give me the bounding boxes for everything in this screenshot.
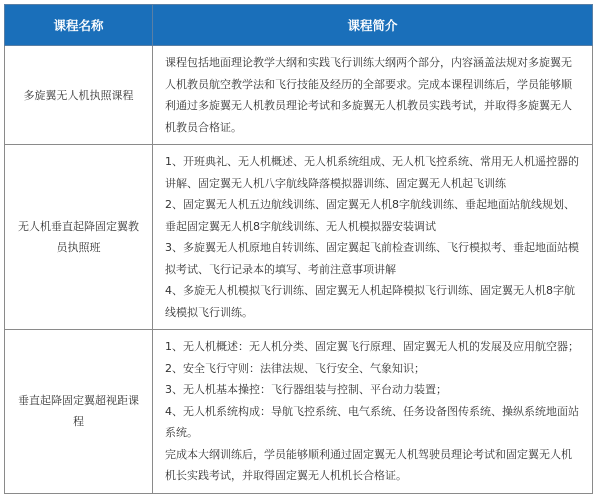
description-line: 4、无人机系统构成：导航飞控系统、电气系统、任务设备图传系统、操纵系统地面站系统。 <box>165 404 579 439</box>
description-line: 2、固定翼无人机五边航线训练、固定翼无人机8字航线训练、垂起地面站航线规划、垂起固定翼无人机8字航线训练、无人机模拟器安装调试 <box>165 198 575 233</box>
description-line: 3、无人机基本操控：飞行器组装与控制、平台动力装置； <box>165 383 447 396</box>
table-row <box>5 330 593 494</box>
header-course-name: 课程名称 <box>5 5 153 46</box>
course-name-cell: 垂直起降固定翼超视距课程 <box>5 330 153 494</box>
description-line: 2、安全飞行守则：法律法规、飞行安全、气象知识； <box>165 361 425 375</box>
description-line: 1、开班典礼、无人机概述、无人机系统组成、无人机飞控系统、常用无人机遥控器的讲解、固定翼无人机八字航线降落模拟器训练、固定翼无人机起飞训练 <box>165 155 579 190</box>
course-description-cell <box>153 330 593 494</box>
course-table-container <box>4 4 592 494</box>
course-name-cell: 多旋翼无人机执照课程 <box>5 46 153 145</box>
header-course-intro: 课程简介 <box>153 5 593 46</box>
table-row <box>5 46 593 145</box>
description-line: 完成本大纲训练后，学员能够顺利通过固定翼无人机驾驶员理论考试和固定翼无人机机长实践考试，并取得固定翼无人机机长合格证。 <box>165 447 572 482</box>
description-line: 课程包括地面理论教学大纲和实践飞行训练大纲两个部分，内容涵盖法规对多旋翼无人机教员航空教学法和飞行技能及经历的全部要求。完成本课程训练后，学员能够顺利通过多旋翼无人机教员理论考试和多旋翼无人机教员实践考试，并取得多旋翼无人机教员合格证。 <box>165 56 572 134</box>
description-line: 1、无人机概述：无人机分类、固定翼飞行原理、固定翼无人机的发展及应用航空器； <box>165 340 579 353</box>
course-table <box>4 4 593 494</box>
course-description-cell <box>153 46 593 145</box>
description-line: 3、多旋翼无人机原地自转训练、固定翼起飞前检查训练、飞行模拟考、垂起地面站模拟考试、飞行记录本的填写、考前注意事项讲解 <box>165 241 579 276</box>
description-line: 4、多旋无人机模拟飞行训练、固定翼无人机起降模拟飞行训练、固定翼无人机8字航线模拟飞行训练。 <box>165 284 575 319</box>
table-header-row <box>5 5 593 46</box>
course-name-cell: 无人机垂直起降固定翼教员执照班 <box>5 145 153 330</box>
course-description-cell <box>153 145 593 330</box>
table-row <box>5 145 593 330</box>
